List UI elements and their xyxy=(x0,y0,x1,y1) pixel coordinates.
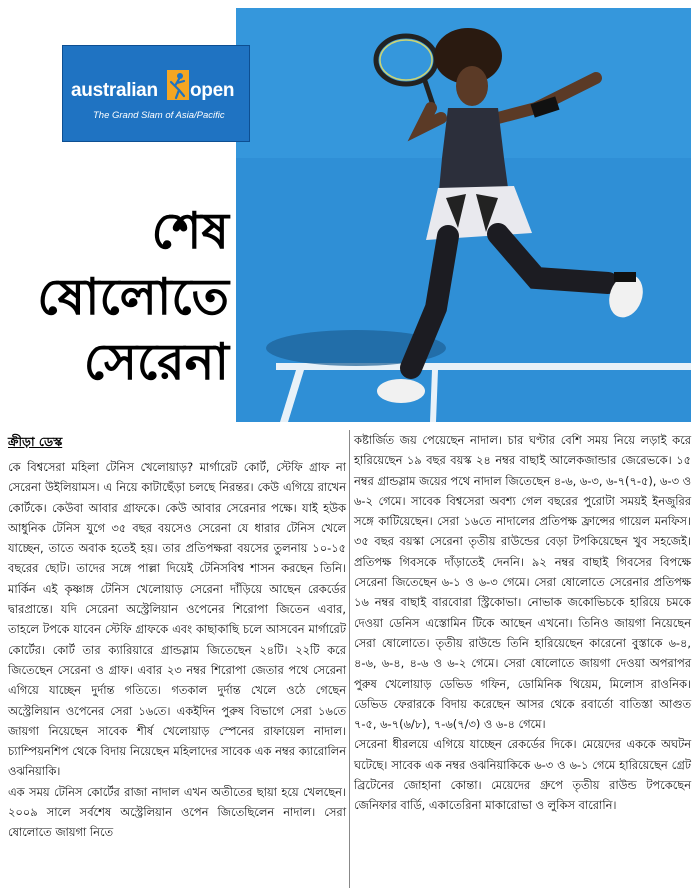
australian-open-logo xyxy=(62,45,250,142)
tennis-photo-illustration xyxy=(236,8,691,422)
article-paragraph: কষ্টার্জিত জয় পেয়েছেন নাদাল। চার ঘণ্টার বেশি সময় নিয়ে লড়াই করে হারিয়েছেন ১৯ বছর বয়স্ক ২৪ নম্বর বাছাই আলেকজান্ডার জেরেভকে। ১৫ নম্বর গ্রান্ডস্লাম জয়ের পথে নাদাল জিতেছেন ৪-৬, ৬-৩, ৬-৭(৭-৫), ৬-৩ ও ৬-২ গেমে। সাবেক বিশ্বসেরা অবশ্য গেল বছরের পুরোটা সময়ই ইনজুরির সঙ্গে কাটিয়েছেন। সেরা ১৬তে নাদালের প্রতিপক্ষ ফ্রান্সের গায়েল মনফিস। ৩৫ বছর বয়স্কা সেরেনা তৃতীয় রাউন্ডের বেড়া টপকিয়েছেন খুব সহজেই। প্রতিপক্ষ গিবসকে দাঁড়াতেই দেননি। ৯২ নম্বর বাছাই গিবসের বিপক্ষে সেরেনা জিতেছেন ৬-১ ও ৬-৩ গেমে। সেরা ষোলোতে সেরেনার প্রতিপক্ষ ১৬ নম্বর বাছাই বারবোরা স্ট্রিকোভা। নোভাক জকোভিচকে হারিয়ে চমকে দেওয়া ডেনিস এস্তোমিন টিকে আছেন এখনো। তিনিও জায়গা নিয়েছেন সেরা ষোলোতে। তৃতীয় রাউন্ডে তিনি হারিয়েছেন কারেনো বুস্তাকে ৬-৪, ৪-৬, ৬-৪, ৪-৬ ও ৬-২ গেমে। সেরা ষোলোতে জায়গা দেওয়া অপরাপর পুরুষ খেলোয়াড় ডেভিড গফিন, ডোমিনিক থিয়েম, মিলোস রাওনিক। ডেভিড ফেরারকে বিদায় করেছেন আসর থেকে রবার্তো বাতিস্তা আগুত ৭-৫, ৬-৭(৬/৮), ৭-৬(৭/৩) ও ৬-৪ গেমে। xyxy=(354,433,691,732)
byline: ক্রীড়া ডেস্ক xyxy=(8,434,63,449)
logo-word-australian: australian xyxy=(71,80,158,101)
article-column-right xyxy=(354,430,691,816)
column-divider xyxy=(349,430,350,888)
article-column-left xyxy=(8,457,346,843)
article-paragraph: সেরেনা ধীরলয়ে এগিয়ে যাচ্ছেন রেকর্ডের দিকে। মেয়েদের এককে অঘটন ঘটেছে। সাবেক এক নম্বর ওঝনিয়াকিকে ৬-৩ ও ৬-১ গেমে হারিয়েছেন গ্রেট ব্রিটেনের জোহানা কোন্তা। মেয়েদের গ্রুপে তৃতীয় রাউন্ড টপকেছেন জেনিফার বার্ডি, একাতেরিনা মাকারোভা ও লুকিস বারোনি। xyxy=(354,737,691,813)
tennis-player-logo-icon xyxy=(167,70,189,100)
headline-line-2: ষোলোতে xyxy=(37,268,229,326)
article-paragraph: এক সময় টেনিস কোর্টের রাজা নাদাল এখন অতীতের ছায়া হয়ে খেলছেন। ২০০৯ সালে সর্বশেষ অস্ট্রেলিয়ান ওপেন জিতেছিলেন নাদাল। সেরা ষোলোতে জায়গা নিতে xyxy=(8,784,346,840)
logo-tagline: The Grand Slam of Asia/Pacific xyxy=(93,110,225,121)
headline-line-1: শেষ xyxy=(151,202,229,260)
article-paragraph: কে বিশ্বসেরা মহিলা টেনিস খেলোয়াড়? মার্গারেট কোর্ট, স্টেফি গ্রাফ না সেরেনা উইলিয়ামস। এ নিয়ে কাটাছেঁড়া চলছে নিরন্তর। কেউ এগিয়ে রাখেন কোর্টকে। কেউবা আবার গ্রাফকে। কেউ আবার সেরেনার পক্ষে। যাই হউক আধুনিক টেনিস যুগে ৩৫ বছর বয়সেও সেরেনা যে ধারার টেনিস খেলে যাচ্ছেন, তাতে অবাক হতেই হয়। তার প্রতিপক্ষরা বয়সের তুলনায় ১০-১৫ বছরের ছোট। তাদের সঙ্গে পাল্লা দিয়েই টেনিসবিশ্ব শাসন করছেন তিনি। মার্কিন এই কৃষ্ণাঙ্গ টেনিস খেলোয়াড় সেরেনা দাঁড়িয়ে আছেন রেকর্ডের দ্বারপ্রান্তে। যদি সেরেনা অস্ট্রেলিয়ান ওপেনের শিরোপা জিতেন এবার, তাহলে টপকে যাবেন স্টেফি গ্রাফকে এবং কাছাকাছি চলে আসবেন মার্গারেট কোর্টের। কোর্ট তার ক্যারিয়ারে গ্রান্ডস্লাম জিতেছেন ২৪টি। ২২টি করে জিতেছেন সেরেনা ও গ্রাফ। এবার ২৩ নম্বর শিরোপা জেতার পথে সেরেনা এগিয়ে যাচ্ছেন দুর্দান্ত গতিতে। গতকাল দুর্দান্ত খেলে ওঠে গেছেন অস্ট্রেলিয়ান ওপেনের সেরা ১৬তে। একইদিন পুরুষ বিভাগে সেরা ১৬তে জায়গা নিয়েছেন সাবেক শীর্ষ খেলোয়াড় স্পেনের রাফায়েল নাদাল। চ্যাম্পিয়নশিপ থেকে বিদায় নিয়েছেন মহিলাদের সাবেক এক নম্বর ক্যারোলিন ওঝনিয়াকি। xyxy=(8,460,346,779)
article-photo xyxy=(236,8,691,422)
headline-line-3: সেরেনা xyxy=(83,333,229,391)
logo-word-open: open xyxy=(190,80,235,101)
